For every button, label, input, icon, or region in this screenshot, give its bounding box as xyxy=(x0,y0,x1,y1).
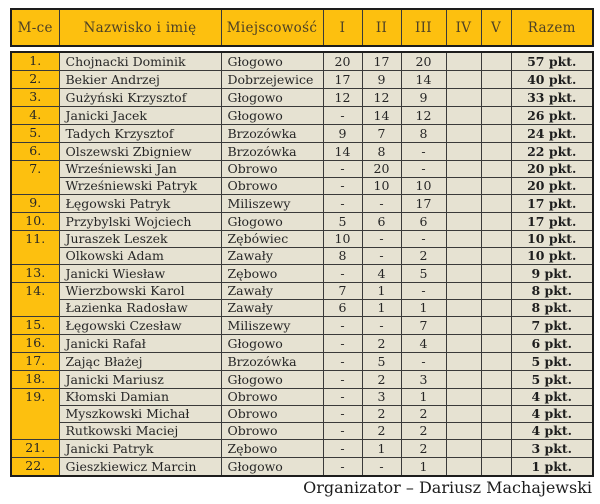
table-row xyxy=(11,300,593,317)
round-4-cell xyxy=(446,371,481,389)
place-cell: 18. xyxy=(11,371,59,389)
town-cell: Zawały xyxy=(221,248,323,265)
table-row xyxy=(11,213,593,231)
round-4-cell xyxy=(446,423,481,440)
table-row xyxy=(11,406,593,423)
place-cell: 22. xyxy=(11,458,59,477)
total-cell: 8 pkt. xyxy=(511,300,593,317)
place-cell: 5. xyxy=(11,125,59,143)
town-cell: Brzozówka xyxy=(221,125,323,143)
round-4-cell xyxy=(446,71,481,89)
place-cell: 11. xyxy=(11,231,59,265)
place-cell: 14. xyxy=(11,283,59,317)
round-3-cell: 5 xyxy=(401,265,446,283)
round-3-cell: 6 xyxy=(401,213,446,231)
round-3-cell: 14 xyxy=(401,71,446,89)
header-round-3: III xyxy=(401,9,446,46)
round-4-cell xyxy=(446,389,481,406)
name-cell: Janicki Patryk xyxy=(59,440,221,458)
round-2-cell: 3 xyxy=(362,389,401,406)
table-row xyxy=(11,389,593,406)
round-3-cell: 8 xyxy=(401,125,446,143)
round-3-cell: 20 xyxy=(401,52,446,71)
name-cell: Olkowski Adam xyxy=(59,248,221,265)
round-3-cell: 1 xyxy=(401,300,446,317)
table-row xyxy=(11,71,593,89)
total-cell: 4 pkt. xyxy=(511,423,593,440)
place-cell: 2. xyxy=(11,71,59,89)
town-cell: Obrowo xyxy=(221,406,323,423)
table-row xyxy=(11,178,593,195)
round-2-cell: 2 xyxy=(362,371,401,389)
total-cell: 6 pkt. xyxy=(511,335,593,353)
table-row xyxy=(11,231,593,248)
total-cell: 9 pkt. xyxy=(511,265,593,283)
table-row xyxy=(11,440,593,458)
place-cell: 16. xyxy=(11,335,59,353)
total-cell: 40 pkt. xyxy=(511,71,593,89)
table-row xyxy=(11,317,593,335)
round-1-cell: - xyxy=(323,406,362,423)
round-5-cell xyxy=(481,423,511,440)
round-5-cell xyxy=(481,389,511,406)
table-row xyxy=(11,195,593,213)
table-row xyxy=(11,107,593,125)
round-4-cell xyxy=(446,406,481,423)
town-cell: Obrowo xyxy=(221,161,323,178)
round-2-cell: 2 xyxy=(362,423,401,440)
total-cell: 17 pkt. xyxy=(511,213,593,231)
round-4-cell xyxy=(446,458,481,477)
total-cell: 10 pkt. xyxy=(511,231,593,248)
round-5-cell xyxy=(481,317,511,335)
round-1-cell: - xyxy=(323,317,362,335)
town-cell: Głogowo xyxy=(221,371,323,389)
round-1-cell: 10 xyxy=(323,231,362,248)
table-row xyxy=(11,89,593,107)
round-3-cell: 10 xyxy=(401,178,446,195)
round-5-cell xyxy=(481,371,511,389)
place-cell: 3. xyxy=(11,89,59,107)
round-2-cell: 1 xyxy=(362,283,401,300)
round-1-cell: 12 xyxy=(323,89,362,107)
table-row xyxy=(11,248,593,265)
header-row xyxy=(11,9,593,46)
round-3-cell: - xyxy=(401,143,446,161)
round-2-cell: 2 xyxy=(362,335,401,353)
round-5-cell xyxy=(481,231,511,248)
table-row xyxy=(11,143,593,161)
town-cell: Miliszewy xyxy=(221,317,323,335)
name-cell: Łazienka Radosław xyxy=(59,300,221,317)
place-cell: 19. xyxy=(11,389,59,440)
town-cell: Brzozówka xyxy=(221,353,323,371)
table-row xyxy=(11,265,593,283)
round-2-cell: 9 xyxy=(362,71,401,89)
round-5-cell xyxy=(481,353,511,371)
round-1-cell: - xyxy=(323,440,362,458)
table-row xyxy=(11,458,593,477)
place-cell: 10. xyxy=(11,213,59,231)
round-2-cell: 1 xyxy=(362,300,401,317)
round-3-cell: 7 xyxy=(401,317,446,335)
total-cell: 5 pkt. xyxy=(511,353,593,371)
round-5-cell xyxy=(481,107,511,125)
round-5-cell xyxy=(481,195,511,213)
name-cell: Gieszkiewicz Marcin xyxy=(59,458,221,477)
round-1-cell: - xyxy=(323,161,362,178)
town-cell: Głogowo xyxy=(221,89,323,107)
round-3-cell: 1 xyxy=(401,389,446,406)
results-tbody xyxy=(11,52,593,476)
town-cell: Zębówiec xyxy=(221,231,323,248)
table-row xyxy=(11,335,593,353)
total-cell: 57 pkt. xyxy=(511,52,593,71)
round-5-cell xyxy=(481,125,511,143)
round-4-cell xyxy=(446,248,481,265)
town-cell: Zębowo xyxy=(221,265,323,283)
name-cell: Chojnacki Dominik xyxy=(59,52,221,71)
round-2-cell: 6 xyxy=(362,213,401,231)
round-3-cell: 12 xyxy=(401,107,446,125)
town-cell: Brzozówka xyxy=(221,143,323,161)
name-cell: Janicki Mariusz xyxy=(59,371,221,389)
round-4-cell xyxy=(446,335,481,353)
round-1-cell: 5 xyxy=(323,213,362,231)
total-cell: 10 pkt. xyxy=(511,248,593,265)
round-2-cell: 12 xyxy=(362,89,401,107)
round-5-cell xyxy=(481,178,511,195)
town-cell: Głogowo xyxy=(221,107,323,125)
header-total: Razem xyxy=(511,9,593,46)
header-town: Miejscowość xyxy=(221,9,323,46)
name-cell: Kłomski Damian xyxy=(59,389,221,406)
round-1-cell: - xyxy=(323,371,362,389)
round-3-cell: - xyxy=(401,353,446,371)
town-cell: Obrowo xyxy=(221,389,323,406)
place-cell: 4. xyxy=(11,107,59,125)
header-place: M-ce xyxy=(11,9,59,46)
round-1-cell: - xyxy=(323,107,362,125)
organizer-note: Organizator – Dariusz Machajewski xyxy=(303,478,592,497)
round-1-cell: 17 xyxy=(323,71,362,89)
header-round-5: V xyxy=(481,9,511,46)
round-4-cell xyxy=(446,231,481,248)
total-cell: 22 pkt. xyxy=(511,143,593,161)
total-cell: 20 pkt. xyxy=(511,178,593,195)
total-cell: 24 pkt. xyxy=(511,125,593,143)
name-cell: Juraszek Leszek xyxy=(59,231,221,248)
round-5-cell xyxy=(481,143,511,161)
round-5-cell xyxy=(481,440,511,458)
round-1-cell: 8 xyxy=(323,248,362,265)
name-cell: Tadych Krzysztof xyxy=(59,125,221,143)
town-cell: Obrowo xyxy=(221,178,323,195)
total-cell: 20 pkt. xyxy=(511,161,593,178)
round-5-cell xyxy=(481,248,511,265)
round-3-cell: 3 xyxy=(401,371,446,389)
table-row xyxy=(11,371,593,389)
round-4-cell xyxy=(446,265,481,283)
name-cell: Zając Błażej xyxy=(59,353,221,371)
total-cell: 3 pkt. xyxy=(511,440,593,458)
place-cell: 15. xyxy=(11,317,59,335)
round-4-cell xyxy=(446,300,481,317)
town-cell: Obrowo xyxy=(221,423,323,440)
round-2-cell: - xyxy=(362,248,401,265)
round-3-cell: 2 xyxy=(401,406,446,423)
table-row xyxy=(11,52,593,71)
name-cell: Gużyński Krzysztof xyxy=(59,89,221,107)
round-4-cell xyxy=(446,161,481,178)
total-cell: 26 pkt. xyxy=(511,107,593,125)
town-cell: Zawały xyxy=(221,300,323,317)
table-row xyxy=(11,161,593,178)
round-2-cell: 17 xyxy=(362,52,401,71)
round-2-cell: 20 xyxy=(362,161,401,178)
round-3-cell: - xyxy=(401,283,446,300)
table-row xyxy=(11,125,593,143)
round-1-cell: 6 xyxy=(323,300,362,317)
round-3-cell: 2 xyxy=(401,423,446,440)
round-1-cell: - xyxy=(323,458,362,477)
name-cell: Rutkowski Maciej xyxy=(59,423,221,440)
round-1-cell: - xyxy=(323,178,362,195)
round-5-cell xyxy=(481,213,511,231)
round-3-cell: - xyxy=(401,231,446,248)
town-cell: Głogowo xyxy=(221,335,323,353)
round-1-cell: - xyxy=(323,195,362,213)
town-cell: Zawały xyxy=(221,283,323,300)
header-round-1: I xyxy=(323,9,362,46)
round-2-cell: 2 xyxy=(362,406,401,423)
name-cell: Wrześniewski Jan xyxy=(59,161,221,178)
round-1-cell: - xyxy=(323,423,362,440)
total-cell: 4 pkt. xyxy=(511,406,593,423)
round-1-cell: 14 xyxy=(323,143,362,161)
total-cell: 8 pkt. xyxy=(511,283,593,300)
place-cell: 17. xyxy=(11,353,59,371)
round-5-cell xyxy=(481,71,511,89)
town-cell: Głogowo xyxy=(221,52,323,71)
round-4-cell xyxy=(446,283,481,300)
round-3-cell: 2 xyxy=(401,248,446,265)
name-cell: Janicki Wiesław xyxy=(59,265,221,283)
round-5-cell xyxy=(481,265,511,283)
total-cell: 5 pkt. xyxy=(511,371,593,389)
name-cell: Łęgowski Patryk xyxy=(59,195,221,213)
round-2-cell: 8 xyxy=(362,143,401,161)
round-3-cell: 17 xyxy=(401,195,446,213)
round-4-cell xyxy=(446,353,481,371)
round-1-cell: - xyxy=(323,265,362,283)
round-5-cell xyxy=(481,406,511,423)
round-4-cell xyxy=(446,107,481,125)
round-1-cell: 9 xyxy=(323,125,362,143)
name-cell: Wrześniewski Patryk xyxy=(59,178,221,195)
place-cell: 9. xyxy=(11,195,59,213)
header-round-4: IV xyxy=(446,9,481,46)
round-4-cell xyxy=(446,143,481,161)
round-1-cell: 7 xyxy=(323,283,362,300)
place-cell: 1. xyxy=(11,52,59,71)
round-3-cell: 9 xyxy=(401,89,446,107)
round-4-cell xyxy=(446,195,481,213)
results-table-container xyxy=(10,8,592,477)
name-cell: Przybylski Wojciech xyxy=(59,213,221,231)
round-4-cell xyxy=(446,440,481,458)
town-cell: Miliszewy xyxy=(221,195,323,213)
round-3-cell: - xyxy=(401,161,446,178)
total-cell: 33 pkt. xyxy=(511,89,593,107)
round-5-cell xyxy=(481,283,511,300)
round-5-cell xyxy=(481,335,511,353)
name-cell: Wierzbowski Karol xyxy=(59,283,221,300)
round-3-cell: 1 xyxy=(401,458,446,477)
place-cell: 13. xyxy=(11,265,59,283)
round-5-cell xyxy=(481,458,511,477)
total-cell: 1 pkt. xyxy=(511,458,593,477)
round-2-cell: 10 xyxy=(362,178,401,195)
table-row xyxy=(11,423,593,440)
name-cell: Janicki Rafał xyxy=(59,335,221,353)
round-2-cell: - xyxy=(362,458,401,477)
round-4-cell xyxy=(446,52,481,71)
table-row xyxy=(11,353,593,371)
round-2-cell: - xyxy=(362,231,401,248)
name-cell: Bekier Andrzej xyxy=(59,71,221,89)
round-2-cell: - xyxy=(362,195,401,213)
results-table-header xyxy=(10,8,594,47)
header-round-2: II xyxy=(362,9,401,46)
round-2-cell: 4 xyxy=(362,265,401,283)
table-row xyxy=(11,283,593,300)
round-5-cell xyxy=(481,52,511,71)
name-cell: Janicki Jacek xyxy=(59,107,221,125)
round-2-cell: 14 xyxy=(362,107,401,125)
place-cell: 7. xyxy=(11,161,59,195)
name-cell: Myszkowski Michał xyxy=(59,406,221,423)
round-5-cell xyxy=(481,161,511,178)
round-4-cell xyxy=(446,178,481,195)
round-1-cell: - xyxy=(323,335,362,353)
round-2-cell: 5 xyxy=(362,353,401,371)
round-1-cell: - xyxy=(323,353,362,371)
round-4-cell xyxy=(446,89,481,107)
round-1-cell: 20 xyxy=(323,52,362,71)
round-3-cell: 2 xyxy=(401,440,446,458)
town-cell: Głogowo xyxy=(221,213,323,231)
place-cell: 6. xyxy=(11,143,59,161)
round-2-cell: 1 xyxy=(362,440,401,458)
round-4-cell xyxy=(446,125,481,143)
name-cell: Łęgowski Czesław xyxy=(59,317,221,335)
total-cell: 17 pkt. xyxy=(511,195,593,213)
round-2-cell: 7 xyxy=(362,125,401,143)
town-cell: Głogowo xyxy=(221,458,323,477)
total-cell: 7 pkt. xyxy=(511,317,593,335)
round-1-cell: - xyxy=(323,389,362,406)
total-cell: 4 pkt. xyxy=(511,389,593,406)
round-2-cell: - xyxy=(362,317,401,335)
place-cell: 21. xyxy=(11,440,59,458)
town-cell: Zębowo xyxy=(221,440,323,458)
town-cell: Dobrzejewice xyxy=(221,71,323,89)
round-3-cell: 4 xyxy=(401,335,446,353)
round-4-cell xyxy=(446,317,481,335)
round-5-cell xyxy=(481,89,511,107)
header-name: Nazwisko i imię xyxy=(59,9,221,46)
name-cell: Olszewski Zbigniew xyxy=(59,143,221,161)
results-table-body xyxy=(10,51,594,477)
round-4-cell xyxy=(446,213,481,231)
round-5-cell xyxy=(481,300,511,317)
